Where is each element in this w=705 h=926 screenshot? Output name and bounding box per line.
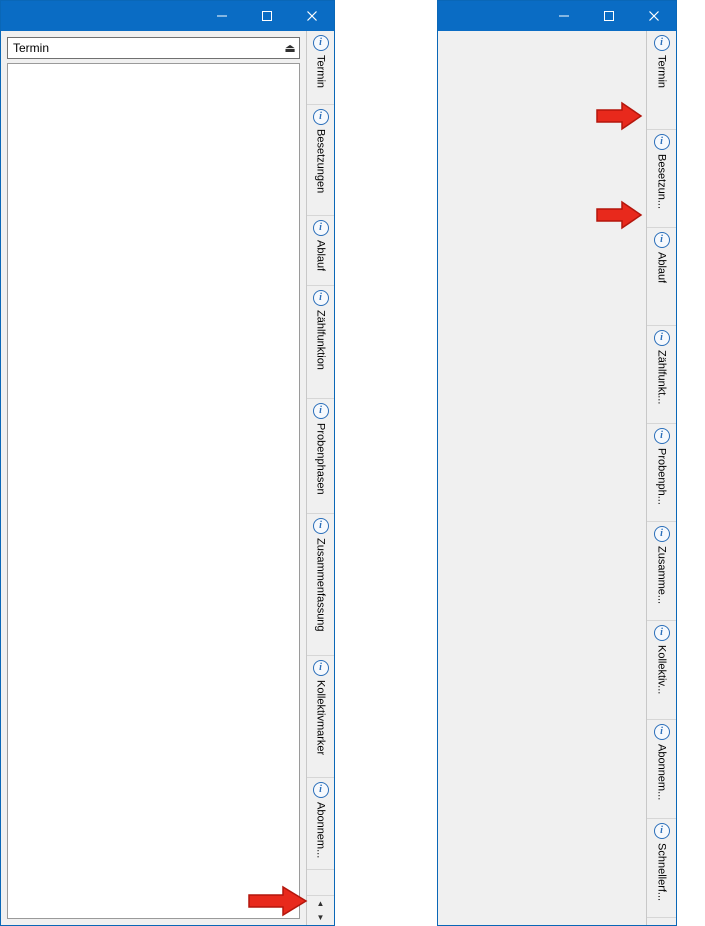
left-window [0,0,335,926]
sidebar-item-label: Schnellerf... [655,843,668,902]
info-icon[interactable]: i [313,109,329,125]
sidebar-item-label: Probenphasen [314,423,327,495]
sidebar-item-zusammenfassung[interactable] [307,514,334,656]
info-icon[interactable]: i [654,134,670,150]
sidebar-item-zaehlfunktion[interactable] [307,286,334,399]
info-icon[interactable]: i [313,35,329,51]
right-window-body [438,31,676,925]
sidebar-item-kollektivmarker[interactable] [307,656,334,778]
maximize-icon[interactable] [244,1,289,31]
left-form-canvas [7,63,300,919]
sidebar-item-zaehlfunktion[interactable] [647,326,676,424]
info-icon[interactable]: i [313,782,329,798]
sidebar-item-kollektivmarker[interactable] [647,621,676,720]
info-icon[interactable]: i [654,428,670,444]
info-icon[interactable]: i [313,290,329,306]
scroll-down-button[interactable]: ▼ [316,912,325,922]
left-window-titlebar [1,1,334,31]
sidebar-item-ablauf[interactable] [307,216,334,286]
sidebar-item-label: Kollektivmarker [314,680,327,756]
sidebar-item-termin[interactable] [647,31,676,130]
close-icon[interactable] [631,1,676,31]
sidebar-item-label: Abonnem... [655,744,668,801]
sidebar-item-label: Zählfunktion [314,310,327,370]
info-icon[interactable]: i [654,35,670,51]
info-icon[interactable]: i [654,823,670,839]
sidebar-item-label: Besetzun... [655,154,668,210]
info-icon[interactable]: i [654,232,670,248]
sidebar-item-abonnements[interactable] [307,778,334,870]
right-tabstrip [646,31,676,925]
sidebar-item-label: Abonnem... [314,802,327,859]
sidebar-item-label: Zählfunkt... [655,350,668,405]
sidebar-item-label: Zusammenfassung [314,538,327,632]
sidebar-item-label: Zusamme... [655,546,668,605]
tabstrip-scroll-spinner[interactable] [307,895,334,925]
minimize-icon[interactable] [541,1,586,31]
sidebar-item-probenphasen[interactable] [647,424,676,522]
info-icon[interactable]: i [313,403,329,419]
right-content-pane [438,31,646,925]
sidebar-item-termin[interactable] [307,31,334,105]
sidebar-item-besetzungen[interactable] [647,130,676,228]
sidebar-item-label: Termin [314,55,327,89]
info-icon[interactable]: i [313,660,329,676]
sidebar-item-abonnements[interactable] [647,720,676,819]
sidebar-item-label: Ablauf [314,240,327,272]
sidebar-item-schnellerfassung[interactable] [647,819,676,918]
info-icon[interactable]: i [654,724,670,740]
sidebar-item-ablauf[interactable] [647,228,676,326]
sidebar-item-label: Probenph... [655,448,668,505]
sidebar-item-label: Besetzungen [314,129,327,194]
left-content-pane [1,31,306,925]
termin-combobox[interactable] [7,37,300,59]
info-icon[interactable]: i [654,526,670,542]
pin-icon[interactable]: ⏏ [284,41,296,55]
info-icon[interactable]: i [313,518,329,534]
maximize-icon[interactable] [586,1,631,31]
minimize-icon[interactable] [199,1,244,31]
sidebar-item-label: Kollektiv... [655,645,668,695]
sidebar-item-label: Ablauf [655,252,668,284]
sidebar-item-label: Termin [655,55,668,89]
sidebar-item-probenphasen[interactable] [307,399,334,514]
termin-combobox-value[interactable]: Termin [13,41,50,55]
info-icon[interactable]: i [313,220,329,236]
sidebar-item-zusammenfassung[interactable] [647,522,676,621]
info-icon[interactable]: i [654,330,670,346]
scroll-up-button[interactable]: ▲ [316,898,325,908]
left-window-body [1,31,334,925]
left-tabstrip [306,31,334,925]
close-icon[interactable] [289,1,334,31]
info-icon[interactable]: i [654,625,670,641]
sidebar-item-besetzungen[interactable] [307,105,334,216]
right-window-titlebar [438,1,676,31]
right-window [437,0,677,926]
